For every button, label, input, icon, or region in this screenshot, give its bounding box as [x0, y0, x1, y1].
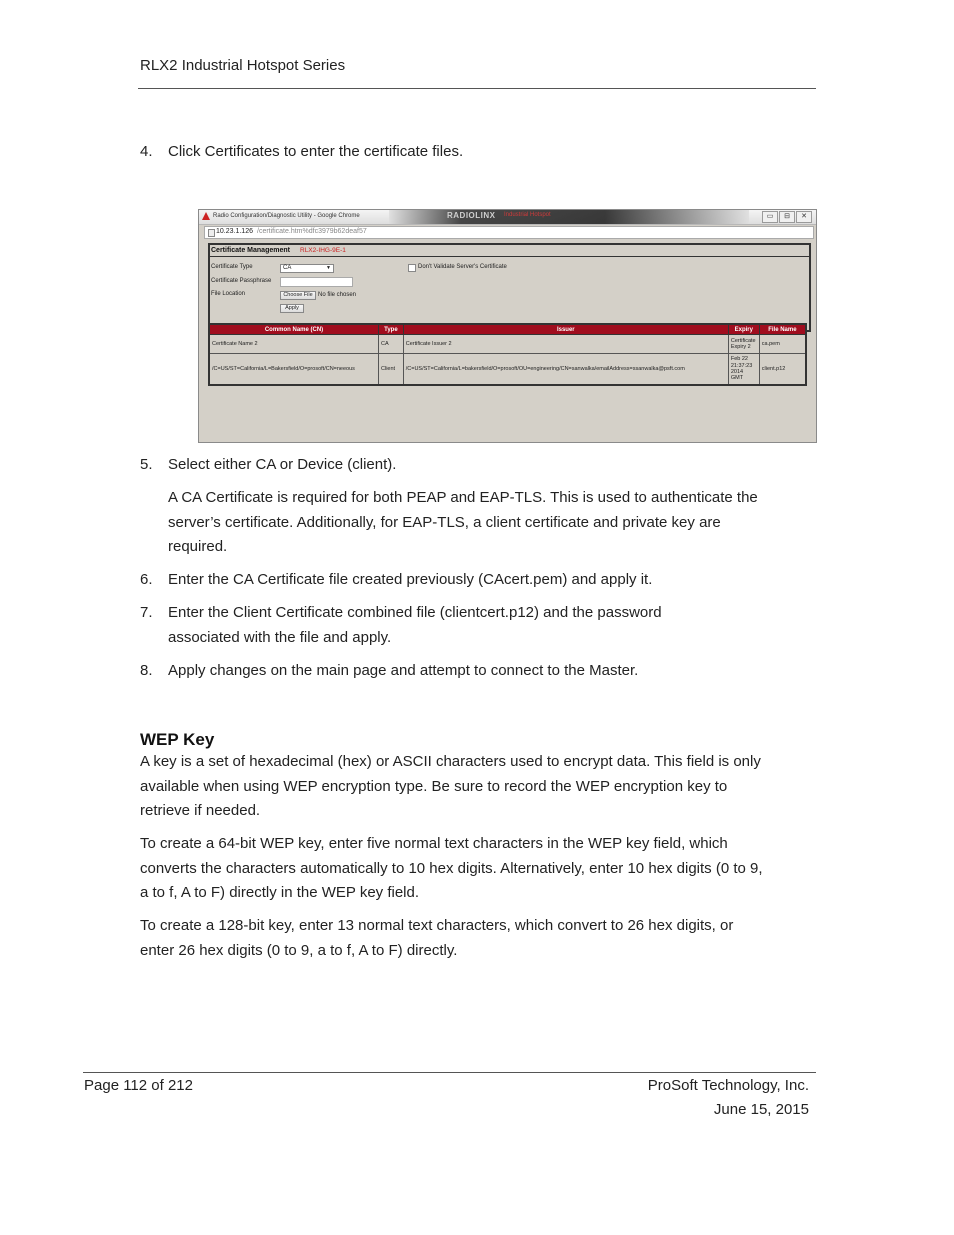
certificate-table: [208, 323, 807, 386]
step-text: Select either CA or Device (client).: [168, 456, 397, 473]
step-number: 6.: [140, 571, 153, 588]
column-header: Type: [379, 324, 404, 335]
cell-cn: /C=US/ST=California/L=Bakersfield/O=prosoft/CN=neeous: [209, 354, 379, 386]
app-warning-icon: [202, 212, 210, 220]
panel-model: RLX2-IHG-9E-1: [300, 247, 346, 254]
chevron-down-icon: ▼: [326, 265, 331, 271]
panel-header: [210, 245, 809, 257]
address-bar[interactable]: [204, 226, 814, 239]
column-header: Expiry: [728, 324, 759, 335]
dont-validate-label: Don't Validate Server's Certificate: [418, 264, 507, 270]
window-title: Radio Configuration/Diagnostic Utility - Google Chrome: [213, 213, 360, 219]
dont-validate-checkbox[interactable]: [408, 264, 416, 272]
panel-title: Certificate Management: [211, 247, 290, 254]
publish-date: June 15, 2015: [713, 1101, 809, 1118]
cell-file: client.p12: [759, 354, 806, 386]
paragraph: A key is a set of hexadecimal (hex) or ASCII characters used to encrypt data. This field is only available when using WEP encryption type. Be sure to record the WEP encryption key to retrieve if needed.: [140, 753, 761, 819]
paragraph: To create a 128-bit key, enter 13 normal text characters, which convert to 26 hex digits, or enter 26 hex digits (0 to 9, a to f, A to F) directly.: [140, 917, 734, 959]
banner-graphic: [389, 210, 749, 224]
column-header: Common Name (CN): [209, 324, 379, 335]
close-icon[interactable]: ✕: [796, 211, 812, 223]
cell-cn: Certificate Name 2: [209, 335, 379, 354]
passphrase-input[interactable]: [280, 277, 353, 287]
step-text: Click Certificates to enter the certificate files.: [168, 143, 464, 160]
running-header: RLX2 Industrial Hotspot Series: [140, 57, 346, 74]
cert-type-select[interactable]: [280, 264, 334, 273]
choose-file-button[interactable]: Choose File: [280, 291, 316, 300]
company-name: ProSoft Technology, Inc.: [647, 1077, 809, 1094]
step-text: Apply changes on the main page and attempt to connect to the Master.: [168, 662, 639, 679]
page-number: Page 112 of 212: [84, 1077, 193, 1094]
column-header: File Name: [759, 324, 806, 335]
cell-file: ca.pem: [759, 335, 806, 354]
cell-expiry: Feb 22 21:37:23 2014 GMT: [728, 354, 759, 386]
footer-rule: [83, 1072, 816, 1073]
step-number: 7.: [140, 604, 153, 621]
banner-subtitle: Industrial Hotspot: [504, 212, 551, 218]
section-heading: WEP Key: [140, 730, 215, 749]
cert-type-value: CA: [283, 265, 292, 271]
step-note: A CA Certificate is required for both PEAP and EAP-TLS. This is used to authenticate the server’s certificate. Additionally, for EAP-TLS, a client certificate and private key are required.: [168, 489, 758, 555]
table-row[interactable]: [209, 354, 806, 386]
cell-type: CA: [379, 335, 404, 354]
passphrase-label: Certificate Passphrase: [211, 278, 272, 284]
table-row[interactable]: [209, 335, 806, 354]
cell-issuer: /C=US/ST=California/L=bakersfield/O=prosoft/OU=engineering/CN=sanwalka/emailAddress=ssanwalka@psft.com: [403, 354, 728, 386]
page-icon: [208, 229, 215, 237]
no-file-text: No file chosen: [318, 292, 357, 298]
step-number: 4.: [140, 143, 153, 160]
paragraph: To create a 64-bit WEP key, enter five normal text characters in the WEP key field, which converts the characters automatically to 10 hex digits. Alternatively, enter 10 hex digits (0 to 9, a to f, A to F) directly in the WEP key field.: [140, 835, 763, 901]
banner-logo: RADIOLINX: [447, 211, 496, 220]
step-text: Enter the CA Certificate file created previously (CAcert.pem) and apply it.: [168, 571, 653, 588]
cell-expiry: Certificate Expiry 2: [728, 335, 759, 354]
certificate-management-panel: [208, 243, 811, 332]
minimize-icon[interactable]: ▭: [762, 211, 778, 223]
browser-titlebar: [199, 210, 816, 225]
apply-button[interactable]: Apply: [280, 304, 304, 313]
column-header: Issuer: [403, 324, 728, 335]
cell-issuer: Certificate Issuer 2: [403, 335, 728, 354]
file-location-label: File Location: [211, 291, 246, 297]
step-number: 8.: [140, 662, 153, 679]
step-number: 5.: [140, 456, 153, 473]
address-path: /certificate.htm%dfc3979b62deaf57: [257, 228, 367, 235]
certificate-screenshot: [198, 209, 817, 443]
table-header-row: [209, 324, 806, 335]
cert-type-label: Certificate Type: [211, 264, 253, 270]
maximize-icon[interactable]: ⊟: [779, 211, 795, 223]
step-text: Enter the Client Certificate combined file (clientcert.p12) and the password associated with the file and apply.: [168, 604, 662, 646]
address-host: 10.23.1.126: [216, 228, 253, 235]
header-rule: [138, 88, 816, 89]
cell-type: Client: [379, 354, 404, 386]
